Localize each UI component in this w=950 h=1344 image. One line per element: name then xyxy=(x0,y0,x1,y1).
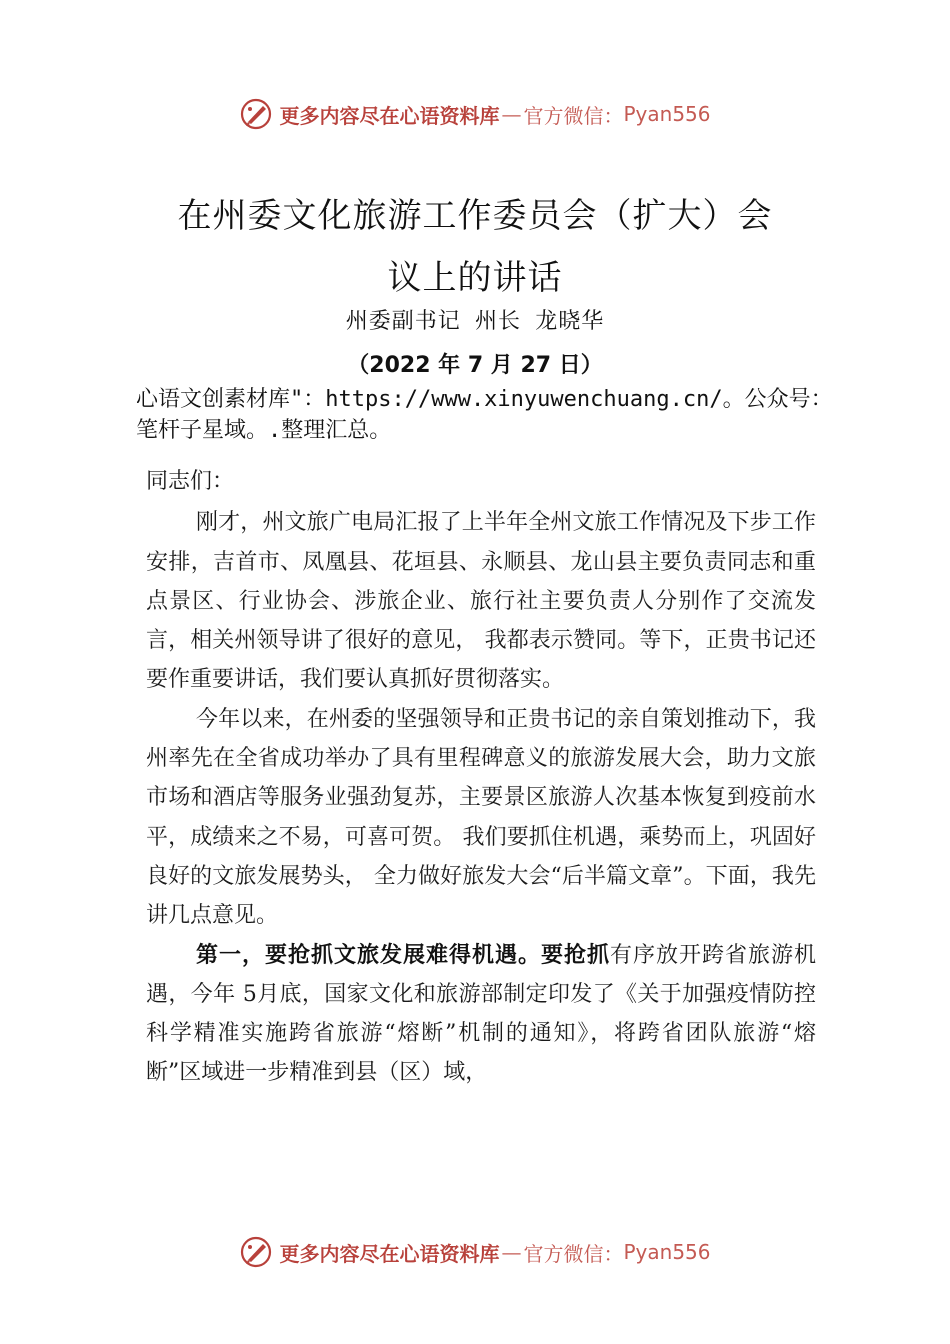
source-note-line-1: 心语文创素材库"：https://www.xinyuwenchuang.cn/。公众号： xyxy=(136,387,833,412)
watermark-wechat-id: Pyan556 xyxy=(623,102,711,126)
paragraph-3-text: 有序放开跨省旅游机遇，今年 5月底，国家文化和旅游部制定印发了《关于加强疫情防控 科学精准实施跨省旅游“熔断”机制的通知》，将跨省团队旅游“熔断”区域进一步精准到县（区）域， xyxy=(146,942,816,1086)
paragraph-3-heading: 第一，要抢抓文旅发展难得机遇。要抢抓 xyxy=(196,941,610,968)
watermark-text: 更多内容尽在心语资料库 xyxy=(279,1241,500,1266)
pen-seal-logo-icon xyxy=(239,97,273,131)
watermark-text: 更多内容尽在心语资料库 xyxy=(279,103,500,128)
paragraph-2: 今年以来，在州委的坚强领导和正贵书记的亲自策划推动下，我州率先在全省成功举办了具有里程碑意义的旅游发展大会，助力文旅市场和酒店等服务业强劲复苏，主要景区旅游人次基本恢复到疫前水平，成绩来之不易，可喜可贺。 我们要抓住机遇，乘势而上，巩固好良好的文旅发展势头， 全力做好旅发大会“后半篇文章”。下面，我先讲几点意见。 xyxy=(146,706,816,929)
paragraph-1: 刚才，州文旅广电局汇报了上半年全州文旅工作情况及下步工作安排，吉首市、凤凰县、花垣县、永顺县、龙山县主要负责同志和重点景区、行业协会、涉旅企业、旅行社主要负责人分别作了交流发言，相关州领导讲了很好的意见， 我都表示赞同。等下，正贵书记还要作重要讲话，我们要认真抓好贯彻落实。 xyxy=(146,510,816,693)
document-title-line-2: 议上的讲话 xyxy=(387,258,563,298)
source-note xyxy=(136,384,856,446)
watermark-separator: — xyxy=(501,102,522,126)
salutation: 同志们： xyxy=(146,469,235,494)
speech-body xyxy=(146,462,816,1093)
watermark-wechat-label: 官方微信： xyxy=(523,103,624,128)
watermark-separator: — xyxy=(501,1240,522,1264)
watermark-wechat-label: 官方微信： xyxy=(523,1241,624,1266)
document-date: （2022 年 7 月 27 日） xyxy=(347,353,603,378)
watermark-banner-top xyxy=(0,94,950,134)
source-note-line-2: 笔杆子星域。.整理汇总。 xyxy=(136,418,392,443)
watermark-banner-bottom xyxy=(0,1232,950,1272)
pen-seal-logo-icon xyxy=(239,1235,273,1269)
document-title-line-1: 在州委文化旅游工作委员会（扩大）会 xyxy=(177,196,773,236)
watermark-wechat-id: Pyan556 xyxy=(623,1240,711,1264)
document-author: 州委副书记 州长 龙晓华 xyxy=(345,309,605,334)
paragraph-3 xyxy=(146,936,816,1093)
